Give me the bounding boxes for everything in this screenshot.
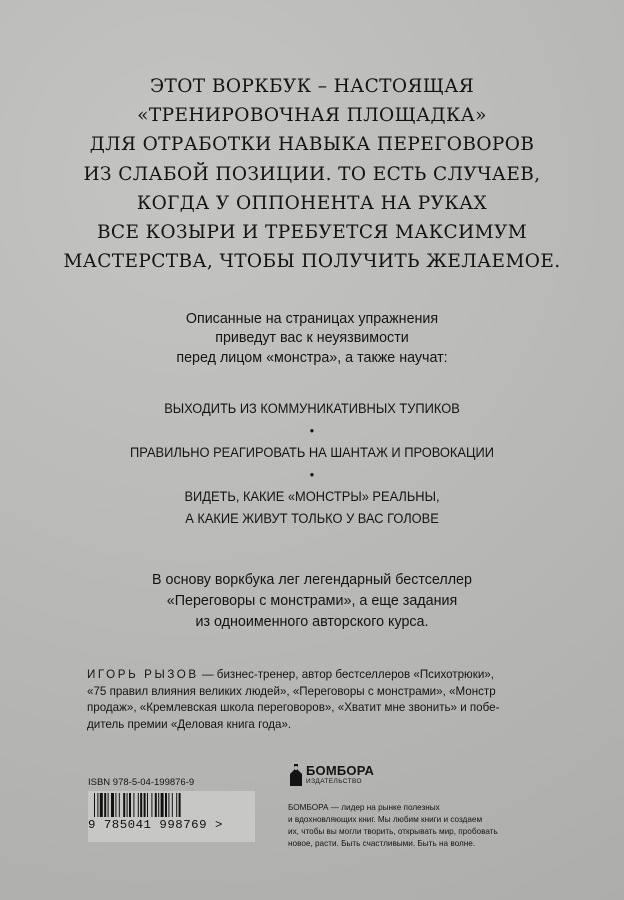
barcode-bar <box>108 793 109 817</box>
list-item: ВЫХОДИТЬ ИЗ КОММУНИКАТИВНЫХ ТУПИКОВ <box>164 401 460 416</box>
publisher-description <box>288 802 542 850</box>
barcode-bar <box>155 793 157 817</box>
basis-line: В основу воркбука лег легендарный бестселлер <box>152 572 472 588</box>
author-bio-line: продаж», «Кремлевская школа переговоров», «Хватит мне звонить» и побе- <box>87 701 500 715</box>
barcode-bar <box>147 793 148 817</box>
barcode-bar <box>176 793 177 817</box>
barcode-bar <box>127 793 128 817</box>
barcode-bar <box>100 793 103 817</box>
list-item: ВИДЕТЬ, КАКИЕ «МОНСТРЫ» РЕАЛЬНЫ, <box>184 489 440 504</box>
barcode-bar <box>140 793 142 817</box>
basis-line: «Переговоры с монстрами», а еще задания <box>166 593 458 610</box>
barcode-bar <box>165 793 167 817</box>
barcode-bar <box>97 793 98 817</box>
barcode-bar <box>161 793 164 817</box>
author-name: ИГОРЬ РЫЗОВ <box>87 668 199 681</box>
barcode-bar <box>129 793 131 817</box>
publisher-line: БОМБОРА — лидер на рынке полезных <box>288 803 440 812</box>
barcode-bar <box>144 793 146 817</box>
lead-line: КОГДА У ОППОНЕНТА НА РУКАХ <box>136 192 488 214</box>
basis-line: из одноименного авторского курса. <box>195 614 429 631</box>
isbn-label: ISBN 978-5-04-199876-9 <box>88 777 195 788</box>
bullet-separator: • <box>309 423 315 438</box>
lead-line: ЭТОТ ВОРКБУК – НАСТОЯЩАЯ <box>149 76 475 97</box>
author-bio-line: «75 правил влияния великих людей», «Переговоры с монстрами», «Монстр <box>87 684 496 698</box>
barcode-bar <box>104 793 106 817</box>
publisher-line: их, чтобы вы могли творить, открывать мир, пробовать <box>288 827 498 836</box>
barcode-bar <box>111 793 114 817</box>
author-bio-text: — бизнес-тренер, автор бестселлеров «Психотрюки», <box>198 668 494 681</box>
lead-line: ДЛЯ ОТРАБОТКИ НАВЫКА ПЕРЕГОВОРОВ <box>89 134 535 156</box>
barcode-bar <box>138 793 139 817</box>
barcode-bar <box>172 793 173 817</box>
skills-list <box>91 398 533 530</box>
barcode-bar <box>168 793 169 817</box>
list-item: ПРАВИЛЬНО РЕАГИРОВАТЬ НА ШАНТАЖ И ПРОВОКАЦИИ <box>130 445 494 460</box>
barcode-bar <box>123 793 125 817</box>
publisher-line: и вдохновляющих книг. Мы любим книги и создаем <box>288 815 483 824</box>
list-item: А КАКИЕ ЖИВУТ ТОЛЬКО У ВАС ГОЛОВЕ <box>185 511 439 526</box>
barcode-bar <box>119 793 120 817</box>
barcode-digits: 9 785041 998769 > <box>88 818 223 832</box>
lead-line: МАСТЕРСТВА, ЧТОБЫ ПОЛУЧИТЬ ЖЕЛАЕМОЕ. <box>63 251 561 273</box>
barcode-bar <box>115 793 116 817</box>
lead-line: ИЗ СЛАБОЙ ПОЗИЦИИ. ТО ЕСТЬ СЛУЧАЕВ, <box>83 163 541 185</box>
basis-paragraph <box>112 570 512 634</box>
author-bio-line: дитель премии «Деловая книга года». <box>87 717 292 731</box>
barcode-bar <box>133 793 134 817</box>
intro-line: приведут вас к неуязвимости <box>215 330 409 347</box>
publisher-line: новое, расти. Быть счастливыми. Быть на волне. <box>288 839 476 848</box>
bullet-separator: • <box>309 467 315 482</box>
intro-paragraph <box>112 310 512 368</box>
lead-paragraph <box>40 72 584 276</box>
publisher-logo-subtitle: ИЗДАТЕЛЬСТВО <box>306 778 362 785</box>
barcode-bar <box>151 793 152 817</box>
intro-line: перед лицом «монстра», а также научат: <box>176 349 448 366</box>
barcode-bar <box>179 793 181 817</box>
publisher-logo-text: БОМБОРА <box>306 763 375 778</box>
barcode <box>88 791 255 842</box>
lead-line: «ТРЕНИРОВОЧНАЯ ПЛОЩАДКА» <box>137 105 487 127</box>
barcode-bar <box>158 793 159 817</box>
author-bio <box>87 667 549 733</box>
intro-line: Описанные на страницах упражнения <box>185 311 439 327</box>
lead-line: ВСЕ КОЗЫРИ И ТРЕБУЕТСЯ МАКСИМУМ <box>96 222 528 244</box>
author-bio-line <box>87 667 549 684</box>
barcode-bar <box>94 793 95 817</box>
